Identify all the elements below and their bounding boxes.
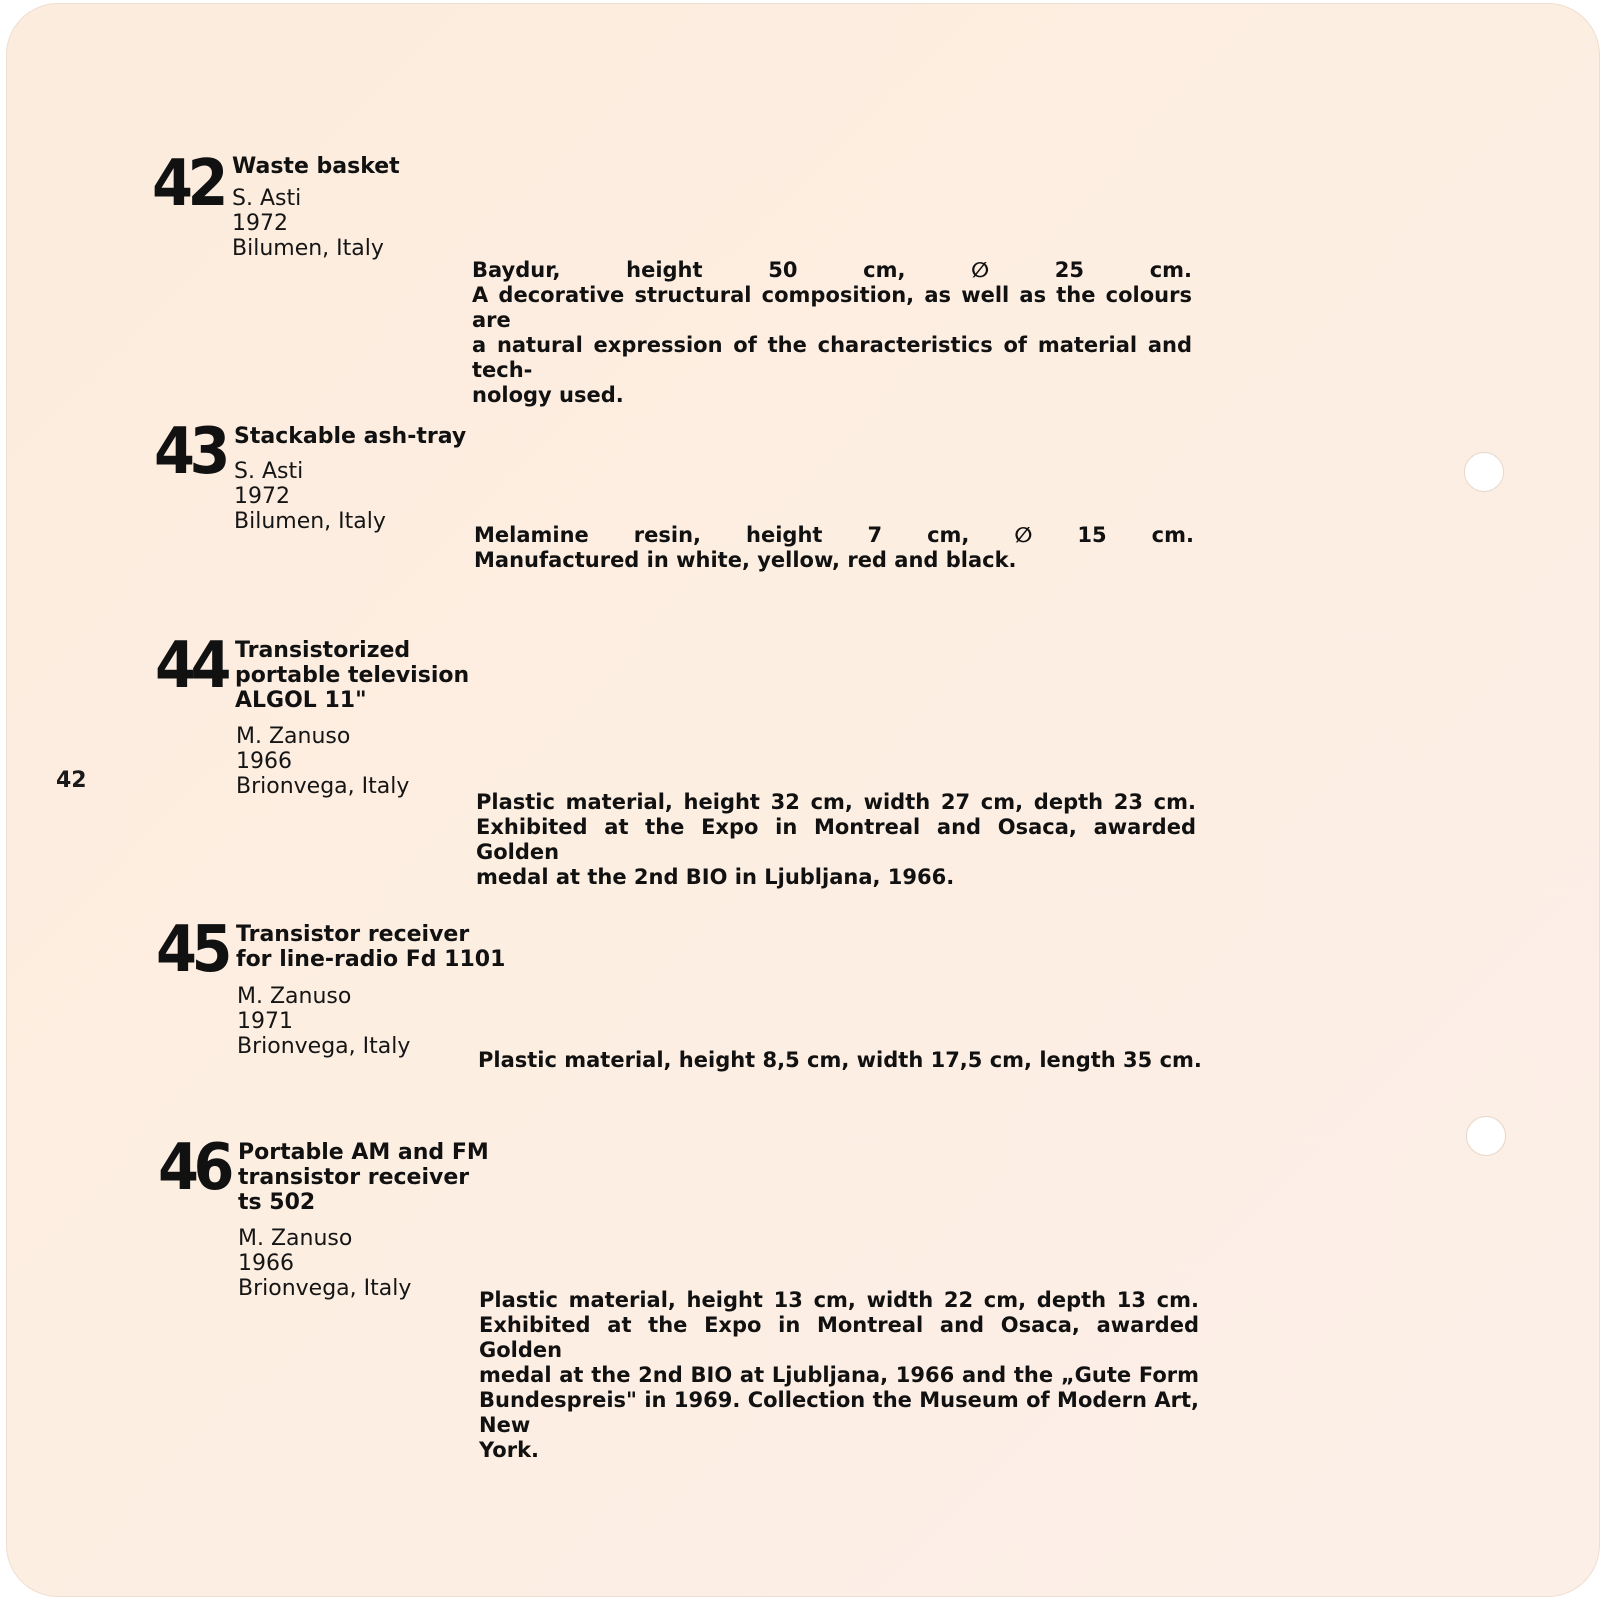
entry-year: 1966	[236, 749, 292, 774]
entry-title	[234, 424, 466, 449]
page-number: 42	[56, 768, 87, 793]
entry-designer: S. Asti	[232, 186, 302, 211]
entry-number: 44	[155, 629, 226, 703]
entry-title-line: Portable AM and FM	[238, 1140, 489, 1165]
entry-meta	[238, 1226, 411, 1301]
binder-hole-bottom	[1466, 1116, 1506, 1156]
entry-title-line: Waste basket	[232, 154, 400, 179]
entry-designer: M. Zanuso	[236, 724, 351, 749]
entry-title-line: Transistor receiver	[236, 922, 470, 947]
description-line: a natural expression of the characteristics of material and tech-	[472, 333, 1192, 382]
description-line: Plastic material, height 13 cm, width 22 cm, depth 13 cm.	[479, 1288, 1199, 1312]
description-line: Plastic material, height 8,5 cm, width 17,5 cm, length 35 cm.	[478, 1048, 1202, 1072]
description-line: Melamine resin, height 7 cm, ∅ 15 cm.	[474, 523, 1194, 547]
description-line: medal at the 2nd BIO in Ljubljana, 1966.	[476, 865, 955, 889]
entry-manufacturer: Bilumen, Italy	[234, 509, 386, 534]
entry-number: 46	[158, 1131, 229, 1205]
entry-meta	[232, 186, 384, 261]
description-line: Baydur, height 50 cm, ∅ 25 cm.	[472, 258, 1192, 282]
entry-designer: S. Asti	[234, 459, 304, 484]
entry-title-line: ALGOL 11"	[235, 688, 367, 713]
entry-title-line: Stackable ash-tray	[234, 424, 467, 449]
entry-description	[474, 523, 1194, 573]
entry-year: 1971	[237, 1009, 293, 1034]
entry-designer: M. Zanuso	[238, 1226, 353, 1251]
entry-meta	[236, 724, 409, 799]
entry-year: 1972	[234, 484, 290, 509]
entry-number: 42	[152, 147, 223, 221]
description-line: Exhibited at the Expo in Montreal and Osaca, awarded Golden	[479, 1313, 1199, 1362]
entry-title-line: portable television	[235, 663, 470, 688]
entry-description	[476, 790, 1196, 890]
entry-description	[479, 1288, 1199, 1463]
entry-title-line: Transistorized	[235, 638, 411, 663]
description-line: nology used.	[472, 383, 624, 407]
entry-manufacturer: Brionvega, Italy	[237, 1034, 411, 1059]
description-line: York.	[479, 1438, 540, 1462]
entry-meta	[234, 459, 386, 534]
entry-title	[232, 154, 400, 179]
description-line: Bundespreis" in 1969. Collection the Museum of Modern Art, New	[479, 1388, 1199, 1437]
entry-title	[238, 1140, 489, 1215]
entry-number: 45	[156, 913, 227, 987]
entry-manufacturer: Brionvega, Italy	[236, 774, 410, 799]
description-line: A decorative structural composition, as well as the colours are	[472, 283, 1192, 332]
entry-description	[478, 1048, 1202, 1073]
entry-manufacturer: Brionvega, Italy	[238, 1276, 412, 1301]
entry-title-line: transistor receiver	[238, 1165, 470, 1190]
entry-title-line: for line-radio Fd 1101	[236, 947, 506, 972]
binder-hole-top	[1464, 452, 1504, 492]
description-line: Plastic material, height 32 cm, width 27 cm, depth 23 cm.	[476, 790, 1196, 814]
entry-description	[472, 258, 1192, 408]
entry-meta	[237, 984, 410, 1059]
entry-manufacturer: Bilumen, Italy	[232, 236, 384, 261]
entry-year: 1966	[238, 1251, 294, 1276]
entry-title-line: ts 502	[238, 1190, 316, 1215]
entry-title	[236, 922, 505, 972]
description-line: Exhibited at the Expo in Montreal and Osaca, awarded Golden	[476, 815, 1196, 864]
entry-title	[235, 638, 469, 713]
entry-number: 43	[154, 415, 225, 489]
entry-designer: M. Zanuso	[237, 984, 352, 1009]
description-line: Manufactured in white, yellow, red and black.	[474, 548, 1017, 572]
entry-year: 1972	[232, 211, 288, 236]
description-line: medal at the 2nd BIO at Ljubljana, 1966 and the „Gute Form	[479, 1363, 1199, 1387]
